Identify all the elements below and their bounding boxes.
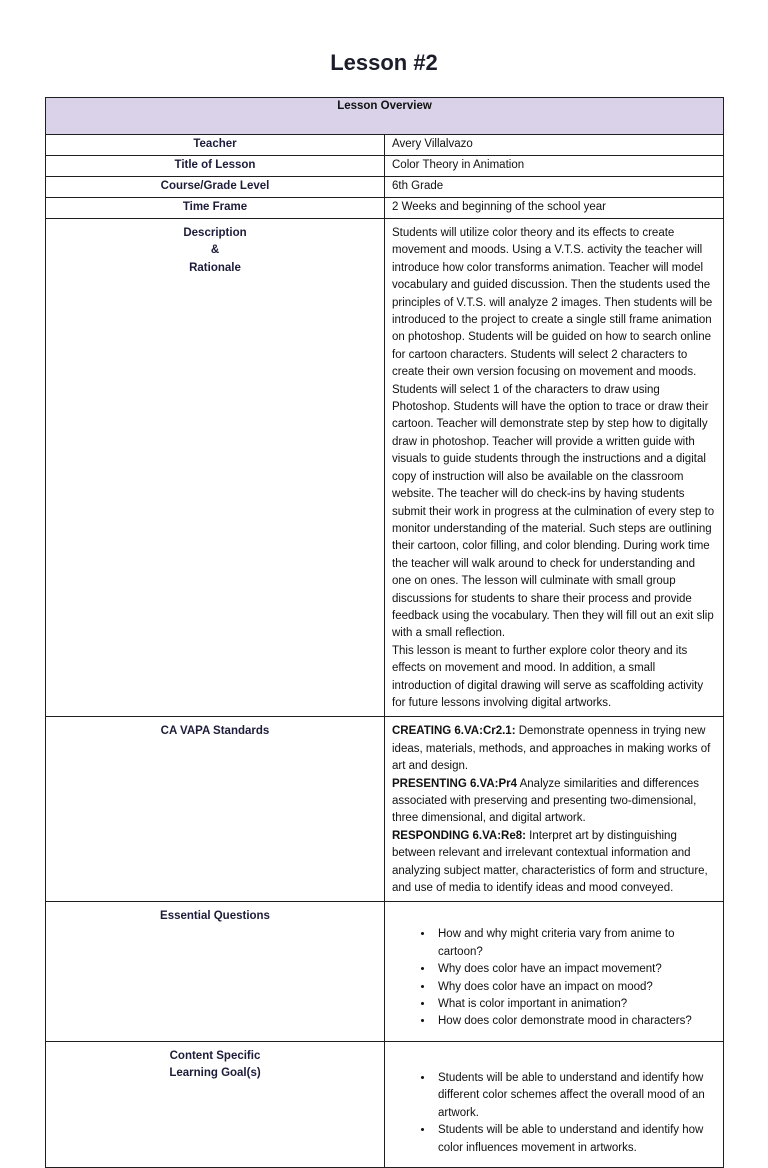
standard-text: Analyze similarities and differences associated with preserving and presenting two-dimensional, three dimensional, and digital artwork. [392,777,700,825]
title-of-lesson-label: Title of Lesson [46,156,385,177]
title-of-lesson-value: Color Theory in Animation [385,156,724,177]
standard-code: CREATING 6.VA:Cr2.1: [392,725,516,738]
description-label [46,219,385,717]
learning-goals-label-line2: Learning Goal(s) [169,1067,261,1080]
time-frame-row [46,198,724,219]
list-item: • What is color important in animation? [434,996,717,1013]
grade-value: 6th Grade [385,177,724,198]
standard-item [392,723,717,775]
standard-code: RESPONDING 6.VA:Re8: [392,829,526,842]
list-item: • Why does color have an impact on mood? [434,979,717,996]
learning-goals-label-line1: Content Specific [169,1049,261,1062]
learning-goals-value [385,1041,724,1167]
description-paragraph-1: Students will utilize color theory and its effects to create movement and moods. Using a V.T.S. activity the teacher will introduce how color transforms animation. Teacher will model vocabulary and guided discussion. Then the students used the principles of V.T.S. will analyze 2 images. Then students will be introduced to the project to create a single still frame animation on photoshop. Students will be guided on how to search online for cartoon characters. Students will select 2 characters to create their own version focusing on movement and moods. Students will select 1 of the characters to draw using Photoshop. Students will have the option to trace or draw their cartoon. Teacher will demonstrate step by step how to digitally draw in photoshop. Teacher will provide a written guide with visuals to guide students through the instructions and a digital copy of instruction will also be available on the classroom website. The teacher will do check-ins by having students submit their work in progress at the culmination of every step to monitor understanding of the material. Such steps are outlining their cartoon, color filling, and color blending. During work time the teacher will walk around to check for understanding and one on ones. The lesson will culminate with small group discussions for students to share their process and provide feedback using the vocabulary. Then they will fill out an exit slip with a small reflection. [392,227,715,640]
teacher-row [46,135,724,156]
standards-label: CA VAPA Standards [46,717,385,902]
list-item: • How does color demonstrate mood in characters? [434,1013,717,1030]
learning-goals-row [46,1041,724,1167]
list-item: • Why does color have an impact movement? [434,961,717,978]
essential-questions-list [392,926,717,1030]
description-label-line3: Rationale [189,261,241,274]
description-label-line1: Description [183,227,247,239]
standard-text: Demonstrate openness in trying new ideas, materials, methods, and approaches in making works of art and design. [392,725,711,773]
essential-questions-label: Essential Questions [46,902,385,1041]
description-label-line2: & [210,244,220,257]
title-of-lesson-row [46,156,724,177]
teacher-label: Teacher [46,135,385,156]
time-frame-label: Time Frame [46,198,385,219]
essential-questions-value [385,902,724,1041]
standard-item [392,828,717,898]
standard-text: Interpret art by distinguishing between relevant and irrelevant contextual information and analyzing subject matter, characteristics of form and structure, and use of media to identify ideas and mood conveyed. [392,829,708,895]
grade-label: Course/Grade Level [46,177,385,198]
list-item: • Students will be able to understand and identify how different color schemes affect the overall mood of an artwork. [434,1070,717,1122]
list-item: • How and why might criteria vary from anime to cartoon? [434,926,717,961]
description-paragraph-2: This lesson is meant to further explore color theory and its effects on movement and mood. In addition, a small introduction of digital drawing will serve as scaffolding activity for future lessons involving digital artworks. [392,644,704,709]
grade-row [46,177,724,198]
standards-value [385,717,724,902]
overview-heading: Lesson Overview [46,98,724,135]
list-item: • Students will be able to understand and identify how color influences movement in artworks. [434,1122,717,1157]
standards-row [46,717,724,902]
learning-goals-list [392,1070,717,1157]
lesson-overview-table [45,97,724,1168]
standard-item [392,776,717,828]
overview-header-row [46,98,724,135]
time-frame-value: 2 Weeks and beginning of the school year [385,198,724,219]
description-row [46,219,724,717]
essential-questions-row [46,902,724,1041]
page-title: Lesson #2 [330,50,438,75]
learning-goals-label [46,1041,385,1167]
teacher-value: Avery Villalvazo [385,135,724,156]
standard-code: PRESENTING 6.VA:Pr4 [392,777,518,790]
description-value [385,219,724,717]
